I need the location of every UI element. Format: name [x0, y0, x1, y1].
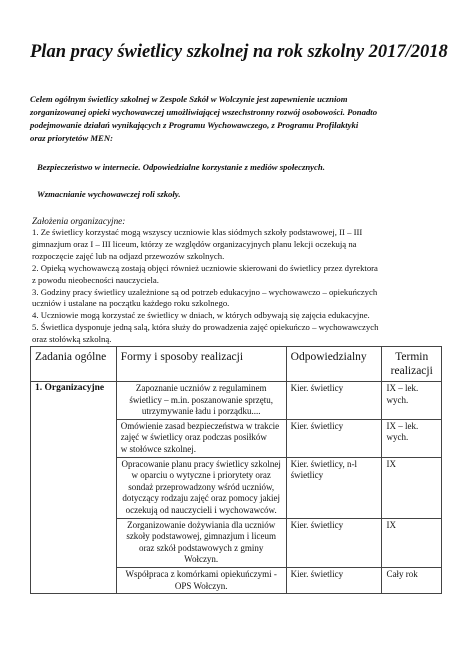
cell-line: w oparciu o wytyczne i priorytety oraz [131, 470, 271, 481]
cell-line: Współpraca z komórkami opiekuńczymi - [125, 568, 277, 579]
cell-line: IX – lek. [386, 383, 419, 393]
cell-line: wych. [386, 432, 409, 443]
organizational-assumptions-list [32, 227, 452, 346]
intro-line: Celem ogólnym świetlicy szkolnej w Zespole Szkół w Wolczynie jest zapewnienie uczniom [30, 94, 348, 104]
header-odpowiedzialny: Odpowiedzialny [286, 347, 382, 382]
organizational-assumptions-heading: Założenia organizacyjne: [32, 216, 126, 226]
cell-line: OPS Wołczyn. [174, 580, 228, 591]
cell-line: Omówienie zasad bezpieczeństwa w trakcie [120, 420, 280, 431]
header-formy: Formy i sposoby realizacji [116, 347, 286, 382]
priority-item-internet-safety: Bezpieczeństwo w internecie. Odpowiedzialne korzystanie z mediów społecznych. [37, 162, 325, 172]
assumption-line: 3. Godziny pracy świetlicy uzależnione są od potrzeb edukacyjno – wychowawczo – opiekuńczych [32, 286, 378, 297]
cell-line: Kier. świetlicy [290, 568, 344, 579]
assumption-line: oraz stołówką szkolną. [32, 334, 112, 345]
cell-line: szkoły podstawowej, gimnazjum i liceum [126, 531, 277, 542]
cell-line: zajęć w świetlicy oraz podczas posiłków [120, 432, 267, 443]
cell-line: oraz szkół podstawowych z gminy [138, 542, 264, 553]
cell-line: Kier. świetlicy [290, 420, 344, 431]
cell-line: Zorganizowanie dożywiania dla uczniów [127, 519, 276, 530]
header-zadania: Zadania ogólne [31, 347, 117, 382]
cell-odpowiedzialny [286, 382, 382, 420]
cell-line: świetlicy – m.in. poszanowanie sprzętu, [129, 394, 274, 405]
cell-forma [116, 382, 286, 420]
assumption-line: gimnazjum oraz I – III liceum, którzy ze względów organizacyjnych planu lekcji oczekują na [32, 238, 357, 249]
intro-paragraph [30, 93, 450, 145]
cell-termin [382, 457, 442, 518]
cell-forma [116, 419, 286, 457]
assumption-line: z powodu nieobecności nauczyciela. [32, 274, 159, 285]
header-termin: Termin realizacji [382, 347, 442, 382]
cell-odpowiedzialny [286, 419, 382, 457]
assumption-line: 5. Świetlica dysponuje jedną salą, która służy do prowadzenia zajęć opiekuńczo – wychowawczych [32, 322, 379, 333]
intro-line: oraz priorytetów MEN: [30, 133, 114, 143]
cell-line: Cały rok [386, 568, 418, 579]
cell-odpowiedzialny [286, 567, 382, 593]
cell-line: sondaż przeprowadzony wśród uczniów, [128, 481, 275, 492]
table-row [31, 382, 442, 420]
cell-termin [382, 567, 442, 593]
cell-line: Kier. świetlicy [290, 383, 344, 393]
intro-line: zorganizowanej opieki wychowawczej umożliwiającej wszechstronny rozwój osobowości. Ponadto [30, 107, 378, 117]
cell-line: Zapoznanie uczniów z regulaminem [135, 383, 267, 393]
cell-termin [382, 382, 442, 420]
cell-forma [116, 567, 286, 593]
cell-forma [116, 457, 286, 518]
cell-termin [382, 419, 442, 457]
cell-forma [116, 518, 286, 567]
priority-item-educational-role: Wzmacnianie wychowawczej roli szkoły. [37, 189, 181, 199]
cell-line: świetlicy [290, 470, 324, 481]
work-plan-table [30, 346, 442, 594]
intro-line: podejmowanie działań wynikających z Programu Wychowawczego, z Programu Profilaktyki [30, 120, 359, 130]
cell-line: Wołczyn. [184, 554, 219, 565]
cell-line: dotyczący rodzaju zajęć oraz pomocy jakiej [122, 493, 281, 504]
cell-line: oczekują od nauczycieli i wychowawców. [125, 504, 277, 515]
cell-line: wych. [386, 394, 409, 405]
table-header-row [31, 347, 442, 382]
cell-termin [382, 518, 442, 567]
cell-odpowiedzialny [286, 518, 382, 567]
cell-line: utrzymywanie ładu i porządku.... [141, 406, 261, 417]
assumption-line: 2. Opieką wychowawczą zostają objęci również uczniowie skierowani do świetlicy przez dyrektora [32, 262, 378, 273]
cell-line: Kier. świetlicy [290, 519, 344, 530]
cell-line: IX [386, 458, 396, 469]
cell-line: IX – lek. [386, 420, 419, 431]
document-title: Plan pracy świetlicy szkolnej na rok szkolny 2017/2018 [30, 42, 448, 62]
section-label-organizacyjne: 1. Organizacyjne [31, 382, 117, 594]
assumption-line: 1. Ze świetlicy korzystać mogą wszyscy uczniowie klas siódmych szkoły podstawowej, II – III [32, 227, 363, 237]
assumption-line: uczniów i ustalane na początku każdego roku szkolnego. [32, 298, 230, 309]
assumption-line: 4. Uczniowie mogą korzystać ze świetlicy w dniach, w których odbywają się zajęcia edukacyjne. [32, 310, 370, 321]
cell-line: Kier. świetlicy, n-l [290, 458, 358, 469]
cell-line: w stołówce szkolnej. [120, 443, 196, 454]
cell-line: Opracowanie planu pracy świetlicy szkolnej [121, 458, 281, 469]
cell-line: IX [386, 519, 396, 530]
cell-odpowiedzialny [286, 457, 382, 518]
assumption-line: rozpoczęcie zajęć lub na odjazd przewozów szkolnych. [32, 250, 225, 261]
